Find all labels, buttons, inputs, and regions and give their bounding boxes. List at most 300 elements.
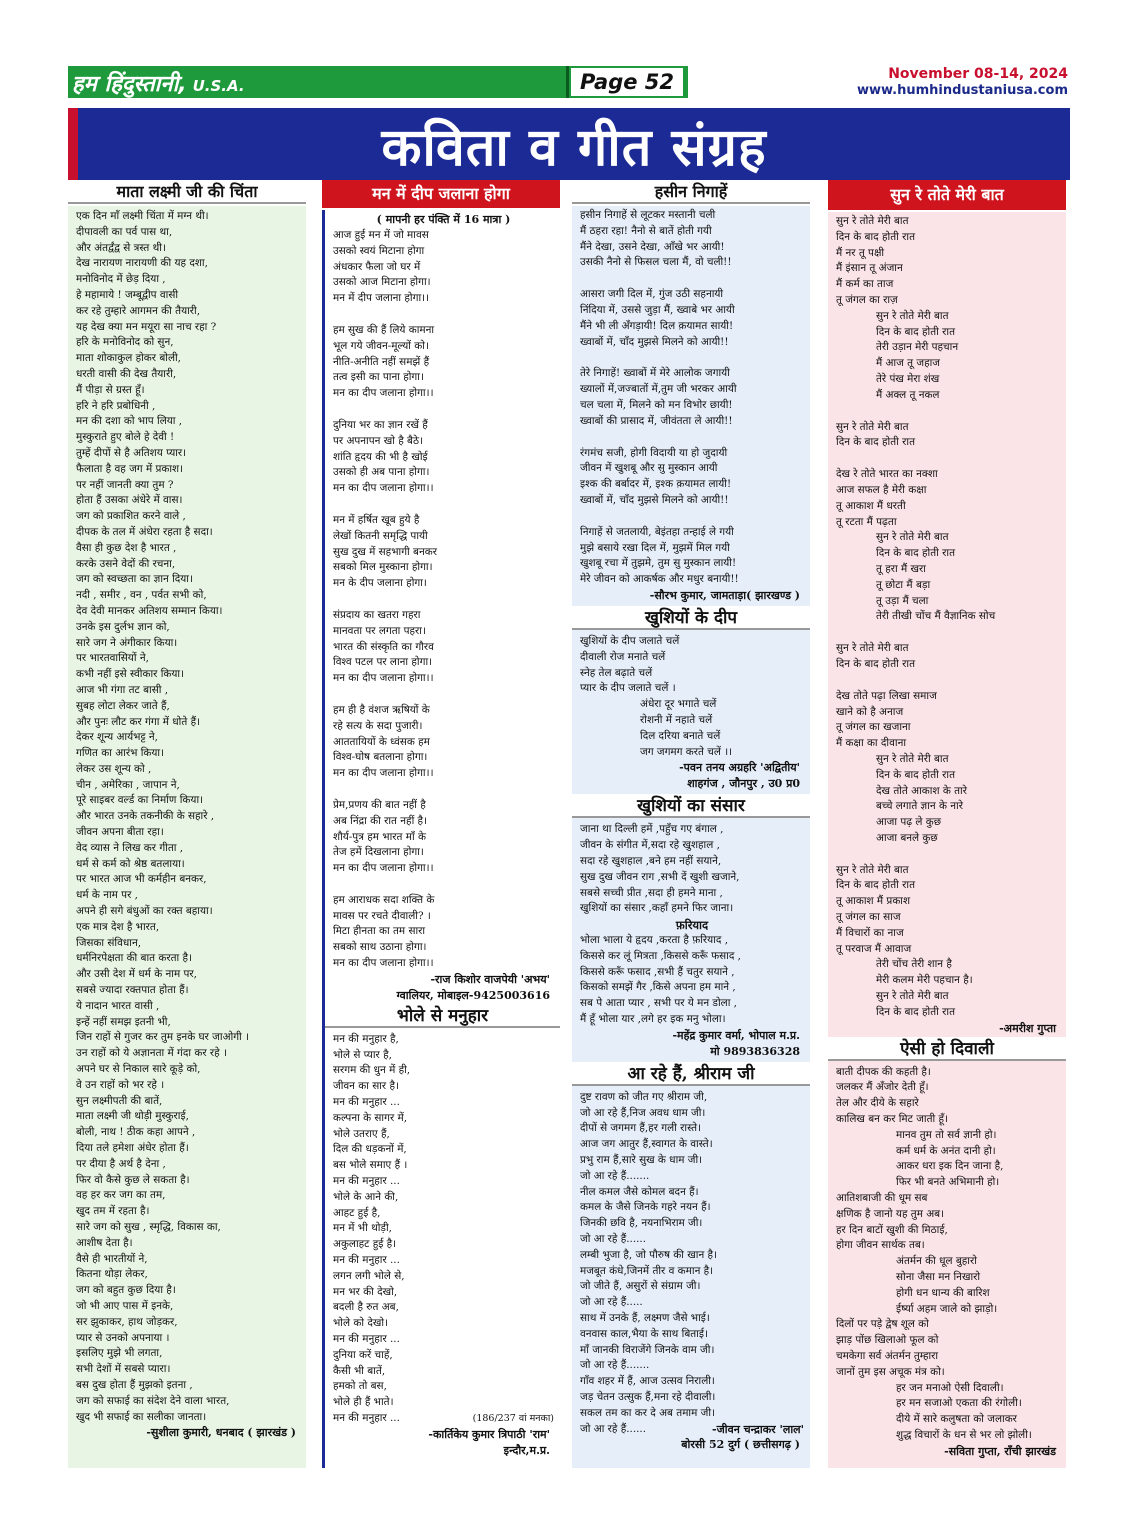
poem-line: तू रटता मैं पढ़ता — [836, 515, 897, 528]
stanza-gap — [580, 271, 804, 287]
poem-line: मन के दीप जलाना होगा। — [333, 577, 427, 590]
poem-author: -कार्तिकेय कुमार त्रिपाठी 'राम' — [428, 1427, 550, 1441]
poem-line: साथ में उनके हैं, लक्ष्मण जैसे भाई। — [580, 1312, 710, 1325]
poem-line: आज जग आतुर हैं,स्वागत के वास्ते। — [580, 1138, 713, 1151]
poem-author-location: इन्दौर,म.प्र. — [503, 1443, 550, 1457]
poem-subtitle: फ़रियाद — [675, 918, 709, 933]
poem-line: जीवन का सार है। — [333, 1080, 399, 1093]
stanza-gap — [333, 877, 554, 893]
stanza-gap — [580, 350, 804, 366]
poem-line: सबसे सच्ची प्रीत ,सदा ही हमने माना , — [580, 886, 723, 899]
poem-author: -सौरभ कुमार, जामताड़ा( झारखण्ड ) — [649, 588, 800, 602]
poem-line: एक मात्र देश है भारत, — [76, 920, 160, 933]
poem-line: प्यार से उनको अपनाया । — [76, 1331, 170, 1344]
poem-line: जीवन अपना बीता रहा। — [76, 826, 164, 839]
poem-line: दीपों से जगमग हैं,हर गली रास्ते। — [580, 1122, 701, 1135]
poem-lines — [580, 634, 804, 760]
poem-body — [572, 822, 810, 1060]
stanza-gap — [836, 404, 1060, 420]
poem-line: तू छोटा मैं बड़ा — [876, 578, 931, 591]
poem-title: ऐसी हो दिवाली — [828, 1037, 1066, 1061]
poem-line: प्यार के दीप जलाते चलें । — [580, 682, 676, 695]
poem-line — [580, 1422, 804, 1438]
poem-line: सारे जग को सुख , स्मृद्धि, विकास का, — [76, 1221, 221, 1233]
poem-line: मुस्कुराते हुए बोले हे देवी ! — [76, 431, 175, 444]
poem-line: शुद्ध विचारों के धन से भर लो झोली। — [896, 1428, 1032, 1441]
poem-lines — [580, 1090, 804, 1422]
poem-title: खुशियों के दीप — [572, 606, 810, 630]
column-1-body — [68, 206, 306, 1468]
poem-line: सोना जैसा मन निखारो — [896, 1271, 981, 1284]
poem-line: भोले उतराए हैं, — [333, 1127, 390, 1140]
poem-line: मैं कक्षा का दीवाना — [836, 737, 907, 750]
column-3 — [572, 180, 810, 1468]
poem-title: भोले से मनुहार — [325, 1004, 560, 1028]
poem-line: किससे कर लूं मित्रता ,किससे करूँ फसाद , — [580, 949, 741, 962]
poem-line: हर दिन बाटों खुशी की मिठाई, — [836, 1223, 948, 1236]
poem-line: कर रहे तुम्हारे आगमन की तैयारी, — [76, 304, 201, 317]
poem-line: खुशियों के दीप जलाते चलें — [580, 634, 680, 647]
poem-line: दीये में सारे कलुषता को जलाकर — [896, 1413, 1017, 1426]
column-4 — [828, 180, 1066, 1468]
poem-line: सुन रे तोते मेरी बात — [836, 420, 909, 433]
poem-line: गाँव शहर में हैं, आज उत्सव निराली। — [580, 1375, 715, 1388]
poem-line: देख रे तोते भारत का नक्शा — [836, 468, 938, 481]
poem-line: सुन रे तोते मेरी बात — [876, 309, 949, 322]
brand-name: हम हिंदुस्तानी, — [72, 72, 187, 97]
poem-author-location: बोरसी 52 दुर्ग ( छत्तीसगढ़ ) — [681, 1438, 800, 1452]
section-banner — [68, 108, 1070, 180]
poem-line: यह देख क्या मन मयूरा सा नाच रहा ? — [76, 320, 217, 333]
poem-last-line: मन की मनुहार ... — [333, 1412, 400, 1424]
poem-line: सभी देशों में सबसे प्यारा। — [76, 1363, 171, 1376]
poem-line: चीन , अमेरिका , जापान ने, — [76, 778, 180, 791]
poem-line: झाड़ पोंछ खिलाओ फूल को — [836, 1334, 939, 1347]
poem-line: दीपक के तल में अंधेरा रहता है सदा। — [76, 525, 213, 538]
poem-line: सुन लक्ष्मीपती की बातें, — [76, 1094, 163, 1107]
poem-line: जाना था दिल्ली हमें ,पहुँच गए बंगाल , — [580, 823, 724, 836]
poem-line: नदी , समीर , वन , पर्वत सभी को, — [76, 589, 207, 602]
poem-body — [828, 212, 1066, 1037]
poem-line: भोले के आने की, — [333, 1190, 399, 1203]
poem-line: खुद भी सफाई का सलीका जानता। — [76, 1410, 207, 1423]
poem-line: फिर भी बनते अभिमानी हो। — [896, 1176, 1000, 1189]
poem-line: कालिख बन कर मिट जाती हूँ। — [836, 1113, 948, 1126]
poem-lines — [580, 822, 804, 917]
poem-line: तेज हमें दिखलाना होगा। — [333, 846, 424, 859]
poem-line: सकल तम का कर दे अब तमाम जी। — [580, 1406, 715, 1419]
poem-line: जड़ चेतन उत्सुक हैं,मना रहे दीवाली। — [580, 1391, 716, 1404]
poem-line: जलकर मैं अँजोर देती हूँ। — [836, 1081, 929, 1094]
poem-meter-note: ( मापनी हर पंक्ति में 16 मात्रा ) — [376, 213, 511, 226]
poem-line: शांति हृदय की भी है खोई — [333, 450, 428, 463]
site-url[interactable]: www.humhindustaniusa.com — [856, 83, 1068, 98]
poem-line: दिन के बाद होती रात — [836, 879, 915, 892]
poem-line: विश्व पटल पर लाना होगा। — [333, 656, 433, 669]
poem-line: देव देवी मानकर अतिशय सम्मान किया। — [76, 604, 223, 617]
poem-line: निंदिया में, उससे जुड़ा मैं, ख्वाबे भर आयी — [580, 303, 735, 316]
poem-line: प्रेम,प्रणय की बात नहीं है — [333, 798, 426, 811]
poem-lines — [333, 1032, 554, 1411]
poem-line: जग को बहुत कुछ दिया है। — [76, 1284, 176, 1297]
poem-body — [572, 206, 810, 604]
poem-line: मन का दीप जलाना होगा।। — [333, 482, 434, 495]
poem-line: मन की मनुहार ... — [333, 1333, 400, 1346]
poem-line: उसको आज मिटाना होगा। — [333, 276, 431, 289]
poem-line: अंधेरा दूर भगाते चलें — [640, 698, 717, 711]
poem-author: -महेंद्र कुमार वर्मा, भोपाल म.प्र. — [672, 1028, 800, 1042]
poem-line: सुन रे तोते मेरी बात — [876, 752, 949, 765]
poem-line: करके उसने वेदों की रचना, — [76, 557, 176, 570]
poem-line: धर्म से कर्म को श्रेष्ठ बतलाया। — [76, 857, 185, 870]
poem-title: माता लक्ष्मी जी की चिंता — [68, 180, 306, 204]
stanza-gap — [836, 451, 1060, 467]
poem-line: जीवन में खुशबू और सु मुस्कान आयी — [580, 462, 718, 475]
poem-line: तू जंगल का साज — [836, 911, 901, 924]
poem-line: मिटा हीनता का तम सारा — [333, 925, 426, 938]
poem-line: मैं कर्म का ताज — [836, 278, 894, 291]
poem-lines — [580, 933, 804, 1028]
poem-line: मैं विचारों का नाज — [836, 926, 904, 939]
poem-line: हम आराधक सदा शक्ति के — [333, 893, 435, 906]
poem-author: -जीवन चन्द्राकर 'लाल' — [712, 1422, 804, 1436]
poem-line: आजा बनले कुछ — [876, 831, 938, 844]
poem-line: हरि ने हरि प्रबोधिनी , — [76, 399, 156, 412]
poem-body — [325, 210, 560, 1004]
poem-line: देकर शून्य आर्यभट्ट ने, — [76, 731, 158, 744]
poem-line: वह हर कर जग का तम, — [76, 1189, 166, 1202]
poem-line: मन की दशा को भाप लिया , — [76, 415, 183, 428]
poem-line: तुम्हें दीपों से है अतिशय प्यार। — [76, 446, 187, 459]
poem-line: मैं ठहरा रहा! नैनो से बातें होती गयी — [580, 224, 712, 237]
poem-line: हरि के मनोविनोद को सुन, — [76, 336, 174, 349]
poem-body — [68, 206, 306, 1441]
poem-stanzas — [836, 214, 1060, 1021]
poem-line: खाने को है अनाज — [836, 705, 904, 718]
poem-line: इन्हें नहीं समझ इतनी भी, — [76, 1015, 171, 1028]
poem-line: आकर धरा इक दिन जाना है, — [896, 1160, 1004, 1173]
poem-line: होता हैं उसका अंधेरे में वास। — [76, 494, 183, 507]
poem-line: उसकी नैनो से फिसल चला मैं, वो चली!! — [580, 256, 732, 269]
poem-line: धरती वासी की देख तैयारी, — [76, 367, 177, 380]
poem-line: और अंतर्द्वंद्व से त्रस्त थी। — [76, 241, 166, 254]
poem-line: मेरे जीवन को आकर्षक और मधुर बनायी!! — [580, 573, 739, 586]
column-1 — [68, 180, 306, 1468]
poem-line: धर्मनिरपेक्षता की बात करता है। — [76, 952, 193, 965]
poem-line: पर भारतवासियों ने, — [76, 652, 149, 665]
poem-line: उन राहों को ये अज्ञानता में गंदा कर रहे । — [76, 1047, 227, 1060]
section-title: कविता व गीत संग्रह — [381, 118, 767, 178]
poem-line: जीवन के संगीत में,सदा रहे खुशहाल , — [580, 839, 720, 852]
poem-line: तू आकाश मैं धरती — [836, 499, 906, 512]
poem-line: लेखों कितनी समृद्धि पायी — [333, 529, 428, 542]
poem-line: माता लक्ष्मी जी थोड़ी मुस्कुराई, — [76, 1110, 189, 1123]
poem-line: अपने घर से निकाल सारे कूड़े को, — [76, 1063, 201, 1076]
poem-line: संप्रदाय का खतरा गहरा — [333, 608, 421, 621]
poem-line: मैं पीड़ा से ग्रस्त हूँ। — [76, 383, 145, 396]
poem-last-line: जो आ रहे हैं...... — [580, 1422, 647, 1435]
poem-line: ख्यालों में,जज्बातों में,तुम जी भरकर आयी — [580, 383, 737, 396]
poem-line: माँ जानकी विराजेंगे जिनके वाम जी। — [580, 1343, 715, 1356]
poem-line: अपने ही सगे बंधुओं का रक्त बहाया। — [76, 905, 213, 918]
poem-line: हम सुख की हैं लिये कामना — [333, 323, 435, 336]
poem-line: सुन रे तोते मेरी बात — [876, 531, 949, 544]
poem-line: तू उड़ा मैं चला — [876, 594, 929, 607]
poem-line: वे उन राहों को भर रहे । — [76, 1078, 165, 1091]
poem-line: कमल के जैसे जिनके गहरे नयन हैं। — [580, 1201, 711, 1214]
poem-line: सुख दुख जीवन राग ,सभी दें खुशी खजाने, — [580, 870, 740, 883]
poem-line: हमको तो बस, — [333, 1380, 387, 1393]
poem-line: कर्म धर्म के अनंत दानी हो। — [896, 1144, 996, 1157]
poem-line: आजा पढ़ ले कुछ — [876, 816, 941, 829]
poem-line: तू आकाश मैं प्रकाश — [836, 895, 911, 908]
poem-line: सदा रहे खुशहाल ,बने हम नहीं सयाने, — [580, 854, 722, 867]
poem-title: सुन रे तोते मेरी बात — [828, 180, 1066, 210]
poem-line: आशीष देता है। — [76, 1236, 133, 1249]
poem-line: हम ही है वंशज ऋषियों के — [333, 703, 430, 716]
poem-body — [325, 1032, 560, 1459]
poem-line: कितना थोड़ा लेकर, — [76, 1268, 148, 1281]
poem-line: हसीन निगाहें से लूटकर मस्तानी चली — [580, 209, 716, 221]
poem-line: तेरे निगाहें! ख्वाबों में मेरे आलोक जगायी — [580, 367, 730, 380]
poem-title: खुशियों का संसार — [572, 794, 810, 818]
poem-title: आ रहे हैं, श्रीराम जी — [572, 1062, 810, 1086]
poem-line: तेल और दीये के सहारे — [836, 1097, 919, 1110]
poem-line: एक दिन माँ लक्ष्मी चिंता में मग्न थी। — [76, 210, 209, 222]
poem-line: और उसी देश में धर्म के नाम पर, — [76, 968, 197, 981]
poem-line: तेरी उड़ान मेरी पहचान — [876, 341, 959, 354]
poem-author: -सुशीला कुमारी, धनबाद ( झारखंड ) — [146, 1426, 296, 1440]
poem-line: जो आ रहे हैं..... — [580, 1296, 643, 1309]
poem-line: अंधकार फैला जो घर में — [333, 260, 421, 273]
poem-line: पूरे साइबर वर्ल्ड का निर्माण किया। — [76, 794, 204, 807]
poem-line: दिल दरिया बनाते चलें — [640, 729, 721, 742]
poem-line: तेरी चोंच तेरी शान है — [876, 958, 952, 971]
poem-line: दिया तले हमेशा अंधेर होता हैं। — [76, 1142, 189, 1155]
poem-line: जानों तुम इस अचूक मंत्र को। — [836, 1365, 945, 1378]
poem-line: मानवता पर लगता पहरा। — [333, 624, 426, 637]
poem-line — [333, 1411, 554, 1427]
poem-line: तेरी तीखी चोंच मैं वैज्ञानिक सोच — [876, 610, 996, 623]
poem-line: जो आ रहे हैं....... — [580, 1359, 650, 1372]
stanza-gap — [333, 782, 554, 798]
poem-line: कैसी भी बातें, — [333, 1364, 386, 1377]
poem-line: वैसा ही कुछ देश है भारत , — [76, 541, 177, 554]
poem-line: विश्व-घोष बतलाना होगा। — [333, 751, 428, 764]
masthead — [68, 66, 1070, 100]
poem-line: तेरे पंख मेरा शंख — [876, 372, 940, 385]
poem-line: मन की मनुहार ... — [333, 1175, 400, 1188]
poem-line: भोला भाला ये हृदय ,करता है फ़रियाद , — [580, 934, 729, 947]
poem-line: प्रभु राम हैं,सारे सुख के धाम जी। — [580, 1154, 703, 1167]
poem-line: लेकर उस शून्य को , — [76, 762, 152, 775]
poem-line: आज भी गंगा तट बासी , — [76, 683, 169, 696]
column-4-body — [828, 212, 1066, 1468]
issue-date: November 08-14, 2024 — [888, 66, 1068, 82]
poem-line: शौर्य-पुत्र हम भारत माँ के — [333, 830, 426, 843]
poem-line: बाती दीपक की कहती है। — [836, 1065, 931, 1078]
poem-line: ईर्ष्या अहम जाले को झाड़ो। — [896, 1302, 998, 1315]
poem-line: हर जन मनाओ ऐसी दिवाली। — [896, 1381, 1004, 1394]
poem-line: खुशबू रचा में तुझमे, तुम सु मुस्कान लायी! — [580, 557, 737, 570]
poem-line: मुझे बसाये रखा दिल में, मुझमें मिल गयी — [580, 541, 730, 554]
poem-line: और पुनः लौट कर गंगा में धोते हैं। — [76, 715, 201, 728]
poem-line: ख्वाबों में, चाँद मुझसे मिलने को आयी!! — [580, 335, 729, 348]
poem-line: क्षणिक है जानो यह तुम अब। — [836, 1207, 945, 1220]
poem-line: स्नेह तेल बढ़ाते चलें — [580, 666, 653, 679]
poem-line: देख तोते पढ़ा लिखा समाज — [836, 689, 937, 702]
stanza-gap — [333, 402, 554, 418]
poem-line: आसरा जगी दिल में, गुंज उठी सहनायी — [580, 288, 724, 301]
poem-author: -अमरीश गुप्ता — [999, 1021, 1056, 1035]
poem-line: चल चला में, मिलने को मन विभोर छायी! — [580, 398, 733, 411]
poem-line: सुन रे तोते मेरी बात — [876, 990, 949, 1003]
poem-line: हर मन सजाओ एकता की रंगोली। — [896, 1397, 1022, 1410]
poem-line: सरगम की धुन में ही, — [333, 1064, 411, 1077]
poem-line: मैं इंसान तू अंजान — [836, 262, 903, 275]
poem-line: सुन रे तोते मेरी बात — [836, 215, 909, 227]
poem-line: मन की मनुहार ... — [333, 1254, 400, 1267]
poem-line: तू जंगल का खजाना — [836, 721, 911, 734]
poem-line: फैलाता है वह जग में प्रकाश। — [76, 462, 184, 475]
poem-line: उनके इस दुर्लभ ज्ञान को, — [76, 620, 170, 633]
poem-line: खुद तम में रहता है। — [76, 1205, 150, 1218]
poem-line: आहट हुई है, — [333, 1206, 381, 1219]
poem-line: मैं हूँ भोला यार ,लगे हर इक मनु भोला। — [580, 1013, 726, 1026]
poem-line: मैं नर तू पक्षी — [836, 246, 885, 259]
poem-line: मजबूत कंधे,जिनमें तीर व कमान है। — [580, 1264, 714, 1277]
poem-author-location: ग्वालियर, मोबाइल-9425003616 — [396, 988, 550, 1002]
poem-line: मन की मनुहार ... — [333, 1096, 400, 1109]
poem-body — [572, 1090, 810, 1454]
column-3-body — [572, 206, 810, 1468]
poem-line: गणित का आरंभ किया। — [76, 747, 165, 760]
poem-lines — [836, 1065, 1060, 1444]
poem-line: सबको साथ उठाना होगा। — [333, 941, 427, 954]
poem-line: तू हरा मैं खरा — [876, 562, 926, 575]
poem-line: रोशनी में नहाते चलें — [640, 713, 713, 726]
poem-line: रंगमंच सजी, होगी विदायी या हो जुदायी — [580, 446, 728, 459]
stanza-gap — [333, 497, 554, 513]
poem-line: मेरी कलम मेरी पहचान है। — [876, 974, 973, 987]
poem-line: आज सफल है मेरी कक्षा — [836, 483, 927, 496]
poem-line: जिन राहों से गुजर कर तुम इनके घर जाओगी । — [76, 1031, 249, 1044]
poem-line: भारत की संस्कृति का गौरव — [333, 640, 434, 653]
poem-body — [572, 634, 810, 792]
poem-line: फिर वो कैसे कुछ ले सकता है। — [76, 1173, 190, 1186]
poem-author-phone: मो 9893836328 — [710, 1044, 800, 1058]
poem-author-location: शाहगंज , जौनपुर , उ0 प्र0 — [687, 777, 800, 791]
poem-line: ये नादान भारत वासी , — [76, 999, 160, 1012]
poem-line: मन का दीप जलाना होगा।। — [333, 862, 434, 875]
poem-line: दिल की धड़कनों में, — [333, 1143, 407, 1156]
poem-line: दिन के बाद होती रात — [836, 657, 915, 670]
poem-line: जो आ रहे हैं...... — [580, 1233, 647, 1246]
poem-stanzas — [580, 208, 804, 588]
poem-line: उसको स्वयं मिटाना होगा — [333, 244, 425, 257]
poem-line: मैं आज तू जहाज — [876, 357, 941, 370]
poem-line: होगा जीवन सार्थक तब। — [836, 1239, 925, 1252]
poem-line: देख तोते आकाश के तारे — [876, 784, 967, 797]
poem-line: जो आ रहे हैं....... — [580, 1169, 650, 1182]
poem-line: सुबह लोटा लेकर जाते हैं, — [76, 699, 170, 712]
poem-line: कभी नहीं इसे स्वीकार किया। — [76, 668, 185, 681]
poem-line: इश्क की बर्बादर में, इश्क क़यामत लायी! — [580, 478, 732, 491]
poem-line: आततायियों के ध्वंसक हम — [333, 735, 430, 748]
poem-line: सारे जग ने अंगीकार किया। — [76, 636, 178, 649]
poem-line: कल्पना के सागर में, — [333, 1111, 408, 1124]
stanza-gap — [836, 847, 1060, 863]
poem-line: वैसे ही भारतीयों ने, — [76, 1252, 148, 1265]
poem-line: सब पे आता प्यार , सभी पर ये मन डोला , — [580, 997, 737, 1010]
poem-line: सुख दुख में सहभागी बनकर — [333, 545, 437, 558]
poem-line: इसलिए मुझे भी लगता, — [76, 1347, 163, 1360]
poem-line: मैं अक्ल तू नकल — [876, 388, 940, 401]
poem-line: जग को सफाई का संदेश देने वाला भारत, — [76, 1394, 230, 1407]
poem-line: मन का दीप जलाना होगा।। — [333, 957, 434, 970]
poem-title: हसीन निगाहें — [572, 180, 810, 204]
poem-line: सर झुकाकर, हाथ जोड़कर, — [76, 1315, 178, 1328]
poem-line: पर नहीं जानती क्या तुम ? — [76, 478, 174, 491]
poem-line: मन का दीप जलाना होगा।। — [333, 767, 434, 780]
poem-line: खुशियों का संसार ,कहाँ हमने फिर जाना। — [580, 902, 734, 915]
poem-line: नील कमल जैसे कोमल बदन हैं। — [580, 1185, 699, 1198]
brand-logo[interactable] — [72, 68, 245, 98]
poem-line: मानव तुम तो सर्व ज्ञानी हो। — [896, 1128, 997, 1141]
stanza-gap — [333, 307, 554, 323]
poem-line: जग जगमग करते चलें ।। — [640, 745, 733, 758]
poem-line: मैंने देखा, उसने देखा, आँखे भर आयी! — [580, 240, 725, 253]
page-number: Page 52 — [571, 68, 683, 96]
poem-body — [828, 1065, 1066, 1460]
poem-line: सबको मिल मुस्काना होगा। — [333, 561, 433, 574]
poem-line: नीति-अनीति नहीं समझें हैं — [333, 355, 430, 368]
poem-author: -पवन तनय अग्रहरि 'अद्वितीय' — [679, 761, 800, 775]
poem-author: -सविता गुप्ता, राँची झारखंड — [944, 1444, 1056, 1458]
poem-line: तू परवाज मैं आवाज — [836, 942, 912, 955]
poem-note: (186/237 वां मनका) — [472, 1413, 554, 1424]
poem-line: लगन लगी भोले से, — [333, 1269, 405, 1282]
poem-line: जग को प्रकाशित करने वाले , — [76, 510, 186, 523]
poem-line: दिन के बाद होती रात — [876, 1005, 955, 1018]
poem-line: तत्व इसी का पाना होगा। — [333, 371, 424, 384]
poem-line: माता शोकाकुल होकर बोली, — [76, 352, 181, 365]
poem-line: देख नारायण नारायणी की यह दशा, — [76, 257, 208, 270]
poem-line: होगी धन धान्य की बारिश — [896, 1286, 990, 1299]
poem-line: बच्चे लगाते ज्ञान के नारे — [876, 800, 963, 813]
poem-line: दुनिया करें चाहें, — [333, 1348, 393, 1361]
stanza-gap — [580, 430, 804, 446]
poem-line: मावस पर रचते दीवाली? । — [333, 909, 431, 922]
poem-line: पर दीया है अर्थ है देना , — [76, 1157, 166, 1170]
poem-line: जिसका संविधान, — [76, 936, 142, 949]
poem-line: दीवाली रोज मनाते चलें — [580, 650, 666, 663]
poem-line: भोले से प्यार है, — [333, 1048, 392, 1061]
poem-line: लम्बी भुजा है, जो पौरुष की खान है। — [580, 1248, 717, 1261]
poem-line: दीपावली का पर्व पास था, — [76, 225, 173, 238]
poem-line: सुन रे तोते मेरी बात — [836, 863, 909, 876]
poem-line: जिनकी छवि है, नयनाभिराम जी। — [580, 1217, 703, 1230]
poem-line: अब निंद्रा की रात नहीं है। — [333, 814, 428, 827]
poem-author: -राज किशोर वाजपेयी 'अभय' — [430, 972, 550, 986]
poem-line: जो भी आए पास में इनके, — [76, 1299, 174, 1312]
column-2-body — [322, 210, 560, 1468]
poem-title: मन में दीप जलाना होगा — [322, 180, 560, 208]
stanza-gap — [333, 687, 554, 703]
brand-suffix: U.S.A. — [192, 77, 245, 95]
poem-line: भोले को देखो। — [333, 1317, 388, 1330]
stanza-gap — [580, 509, 804, 525]
